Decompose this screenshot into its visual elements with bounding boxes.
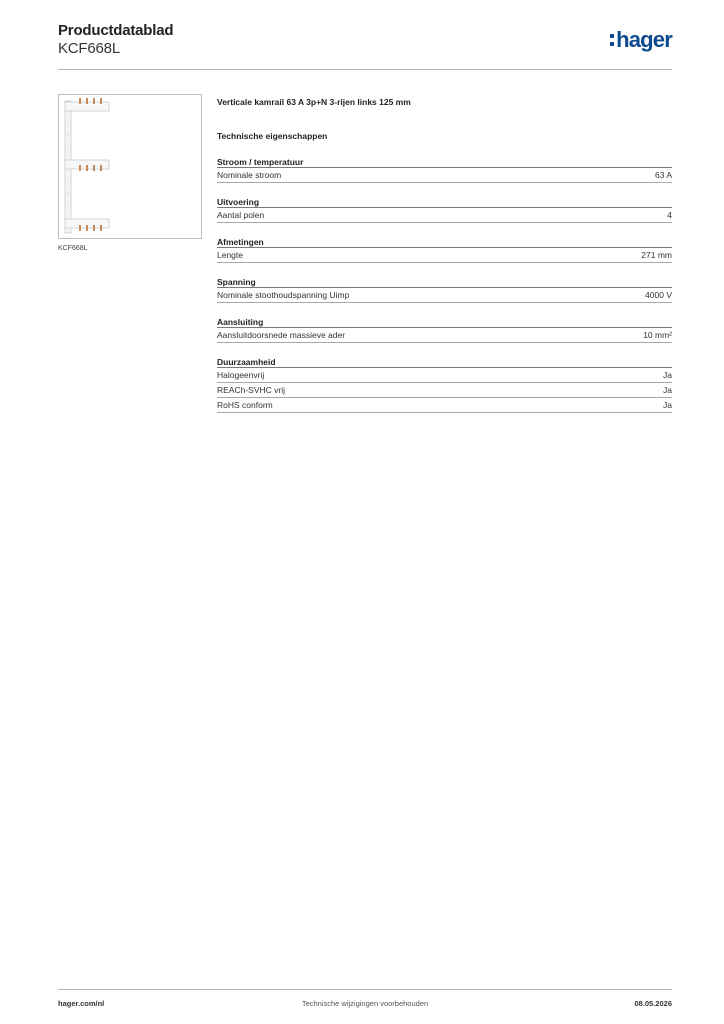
spec-content [217, 97, 672, 413]
spec-label: Aansluitdoorsnede massieve ader [217, 330, 346, 340]
spec-row [217, 368, 672, 383]
footer-date: 08.05.2026 [634, 999, 672, 1008]
spec-value: Ja [663, 385, 672, 395]
page-header [58, 22, 672, 70]
spec-group [217, 277, 672, 303]
spec-group-title: Uitvoering [217, 197, 672, 208]
spec-row [217, 248, 672, 263]
section-heading: Technische eigenschappen [217, 131, 328, 141]
logo-wordmark: hager [616, 27, 672, 52]
spec-row [217, 383, 672, 398]
spec-label: Halogeenvrij [217, 370, 265, 380]
spec-value: 63 A [654, 170, 672, 180]
spec-group [217, 157, 672, 183]
spec-group-title: Duurzaamheid [217, 357, 672, 368]
spec-value: Ja [663, 370, 672, 380]
spec-group [217, 317, 672, 343]
document-type: Productdatablad [58, 22, 174, 39]
spec-group [217, 197, 672, 223]
logo-colon-mark [610, 34, 614, 46]
product-image [58, 94, 202, 239]
hager-logo [610, 26, 672, 54]
spec-row [217, 328, 672, 343]
footer-notice: Technische wijzigingen voorbehouden [301, 999, 429, 1008]
product-title: Verticale kamrail 63 A 3p+N 3-rijen links 125 mm [217, 97, 411, 107]
spec-label: Aantal polen [217, 210, 265, 220]
spec-group [217, 237, 672, 263]
spec-value: 4000 V [645, 290, 672, 300]
busbar-illustration [59, 95, 201, 238]
spec-group-title: Spanning [217, 277, 672, 288]
spec-row [217, 208, 672, 223]
spec-group [217, 357, 672, 413]
spec-group-title: Afmetingen [217, 237, 672, 248]
spec-label: RoHS conform [217, 400, 273, 410]
spec-label: Nominale stoothoudspanning Uimp [217, 290, 350, 300]
spec-row [217, 398, 672, 413]
spec-label: Nominale stroom [217, 170, 282, 180]
spec-row [217, 288, 672, 303]
spec-row [217, 168, 672, 183]
footer-website: hager.com/nl [58, 999, 105, 1008]
spec-label: REACh-SVHC vrij [217, 385, 286, 395]
spec-value: 10 mm² [643, 330, 672, 340]
spec-group-title: Stroom / temperatuur [217, 157, 672, 168]
spec-group-title: Aansluiting [217, 317, 672, 328]
page-footer [58, 989, 672, 1011]
spec-value: 4 [667, 210, 672, 220]
spec-label: Lengte [217, 250, 243, 260]
spec-value: Ja [663, 400, 672, 410]
product-reference: KCF668L [58, 40, 120, 57]
spec-groups [217, 157, 672, 413]
spec-value: 271 mm [641, 250, 672, 260]
product-image-caption: KCF668L [58, 245, 88, 252]
